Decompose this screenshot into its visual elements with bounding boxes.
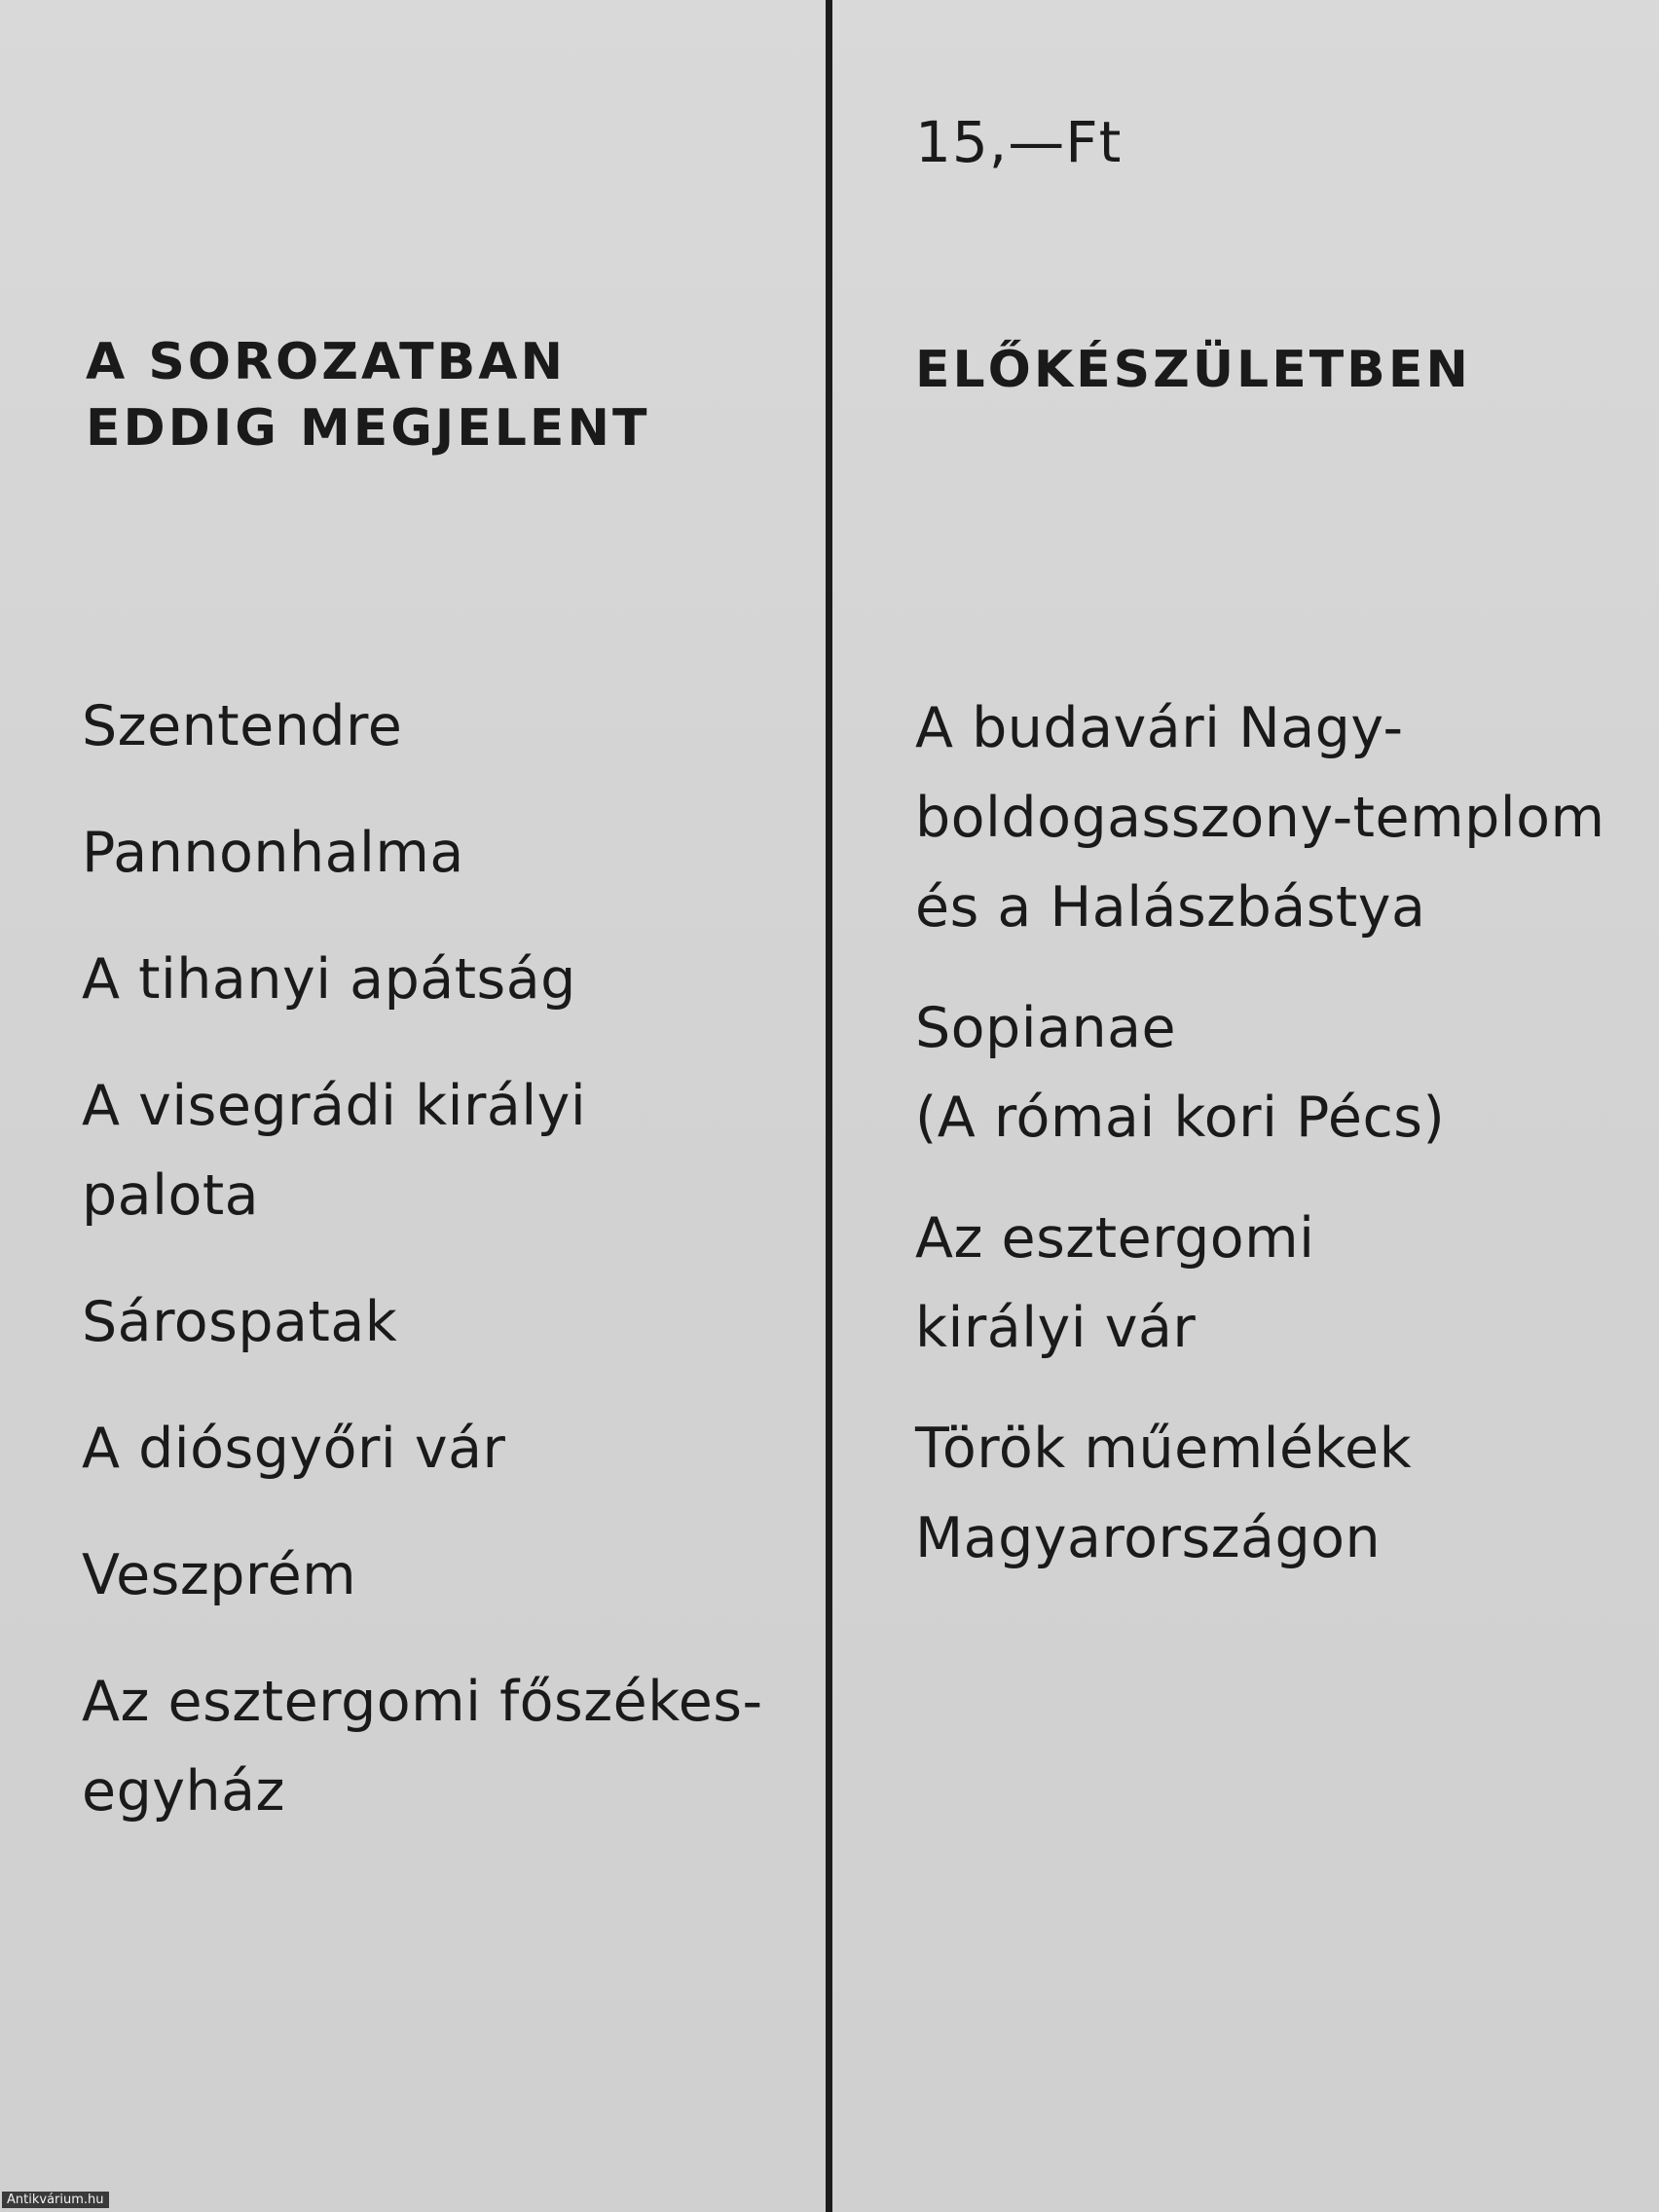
in-preparation-heading: ELŐKÉSZÜLETBEN (915, 341, 1471, 399)
published-title: Az esztergomi főszékes- egyház (82, 1670, 763, 1824)
watermark: Antikvárium.hu (2, 2192, 109, 2208)
published-title: A diósgyőri vár (82, 1417, 506, 1481)
upcoming-title: Török műemlékek Magyarországon (915, 1417, 1413, 1570)
price-label: 15,—Ft (915, 109, 1123, 175)
published-title: A tihanyi apátság (82, 947, 576, 1012)
published-heading-text: A SOROZATBAN EDDIG MEGJELENT (86, 333, 650, 458)
published-titles-list (82, 682, 802, 1873)
published-title: Sárospatak (82, 1290, 398, 1354)
published-heading (86, 329, 649, 461)
column-divider (826, 0, 832, 2212)
upcoming-title: Az esztergomi királyi vár (915, 1206, 1315, 1360)
upcoming-title: Sopianae (A római kori Pécs) (915, 996, 1446, 1150)
upcoming-title: A budavári Nagy- boldogasszony-templom és a Halászbástya (915, 696, 1605, 940)
upcoming-titles-list (915, 683, 1636, 1614)
published-title: Veszprém (82, 1543, 357, 1607)
published-title: Pannonhalma (82, 821, 464, 885)
published-title: A visegrádi királyi palota (82, 1074, 587, 1228)
published-title: Szentendre (82, 694, 403, 758)
